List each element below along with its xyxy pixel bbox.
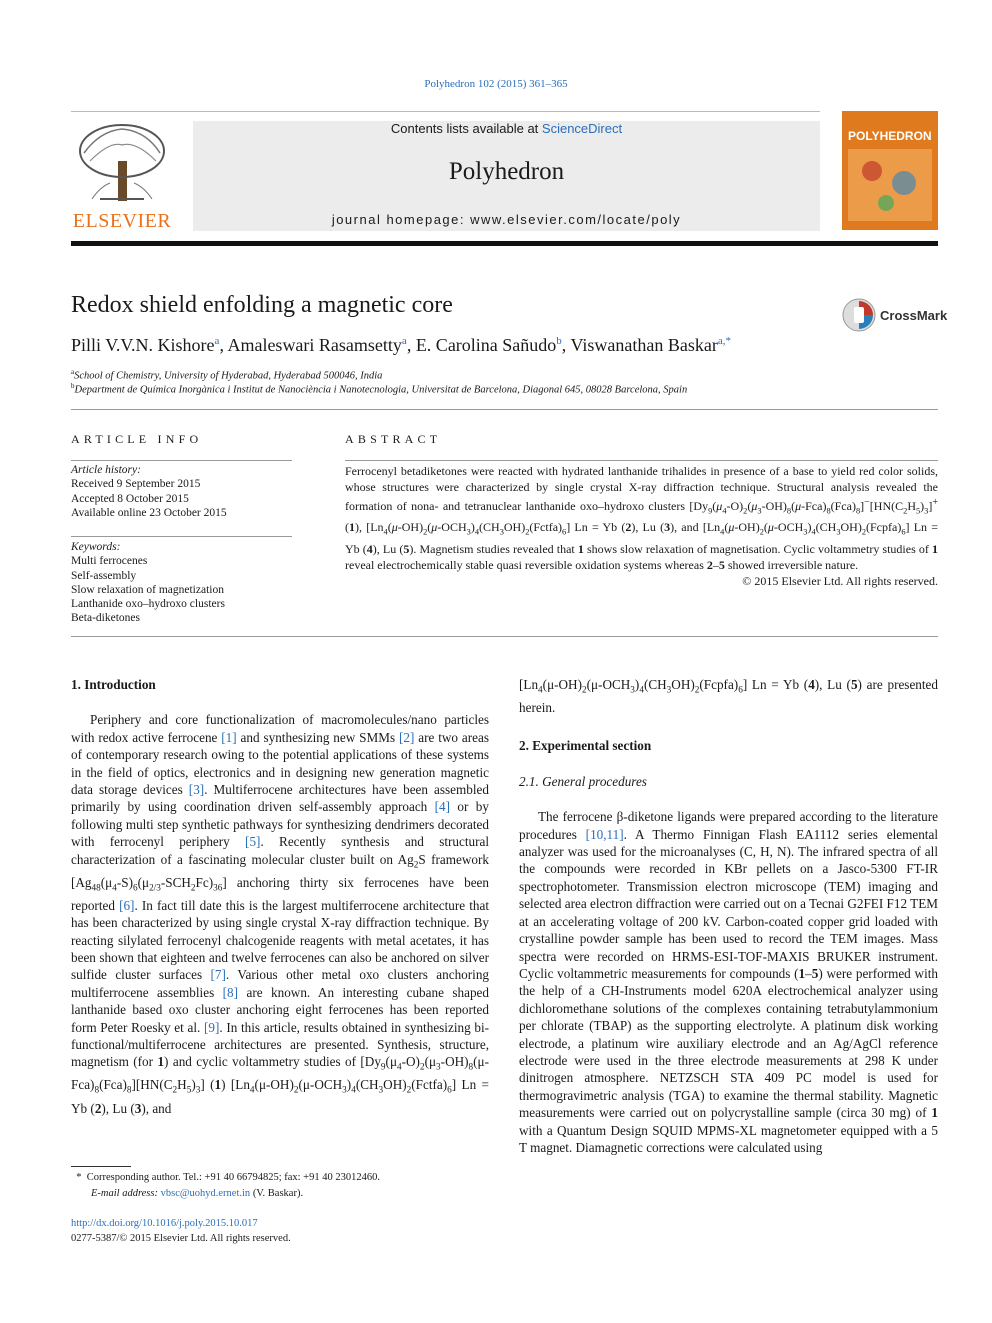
paper-title: Redox shield enfolding a magnetic core <box>71 292 453 318</box>
divider <box>345 460 938 461</box>
author-name[interactable]: Viswanathan Baskar <box>570 335 718 355</box>
article-info-heading: ARTICLE INFO <box>71 432 203 446</box>
elsevier-wordmark: ELSEVIER <box>72 210 172 232</box>
journal-header-box <box>193 121 820 231</box>
history-label: Article history: <box>71 464 141 476</box>
history-item: Available online 23 October 2015 <box>71 506 227 519</box>
crossmark-badge[interactable] <box>842 298 948 334</box>
section-heading: 1. Introduction <box>71 677 156 692</box>
citation-link[interactable]: [7] <box>210 967 226 983</box>
citation-link[interactable]: [1] <box>221 729 237 745</box>
divider <box>71 536 292 537</box>
doi-link[interactable]: http://dx.doi.org/10.1016/j.poly.2015.10.017 <box>71 1218 258 1229</box>
keyword: Multi ferrocenes <box>71 555 148 568</box>
citation-link[interactable]: [9] <box>203 1019 220 1035</box>
contents-prefix: Contents lists available at <box>390 121 542 136</box>
footnote <box>71 1170 380 1202</box>
author-name[interactable]: Amaleswari Rasamsetty <box>227 335 402 355</box>
journal-reference-link[interactable]: Polyhedron 102 (2015) 361–365 <box>424 78 568 90</box>
citation-link[interactable]: [5] <box>245 834 261 850</box>
issn-line: 0277-5387/© 2015 Elsevier Ltd. All rights reserved. <box>71 1233 291 1244</box>
history-item: Accepted 8 October 2015 <box>71 492 189 505</box>
author-list: Pilli V.V.N. Kishore$^a$, Amaleswari Rasamsetty$^a$, E. Carolina Sañudo$^b$, Viswanathan Baskar$^{a,*}$ <box>71 335 731 355</box>
keywords-label: Keywords: <box>71 541 121 553</box>
elsevier-logo <box>70 121 174 233</box>
cover-title: POLYHEDRON <box>848 129 932 143</box>
email-suffix: (V. Baskar). <box>252 1188 304 1199</box>
corresponding-text: Corresponding author. Tel.: +91 40 66794825; fax: +91 40 23012460. <box>86 1172 380 1183</box>
methods-paragraph: The ferrocene β-diketone ligands were prepared according to the literature procedures [10,11]. A Thermo Finnigan Flash EA1112 series elemental analyzer was used for the microanalyses (C, H, N). The infrared spectra of all the compounds were recorded in KBr pellets on a Jasco-5300 FT-IR spectrophotometer. Transmission electron microscope (TEM) imaging and selected area electron diffraction were carried out on a Tecnai G2FEI F12 TEM at an accelerating voltage of 200 kV. Carbon-coated copper grid loaded with crystalline powder sample has been used to record the TEM images. Mass spectra were recorded on HRMS-ESI-TOF-MAXIS BRUKER instrument. Cyclic voltammetric measurements for compounds (1–5) were performed with the help of a CH-Instruments model 620A electrochemical analyzer using dichloromethane solutions of the complexes containing tetrabutylammonium per chlorate (TBAP) as the supporting electrolyte. A platinum disk working electrode, a platinum wire auxiliary electrode and an Ag/AgCl reference electrode were used in the three electrode measurements at 298 K under dinitrogen atmosphere. NETZSCH STA 409 PC model is used for thermogravimetric analysis (TGA) to examine the thermal stability. Magnetic measurements were carried out on polycrystalline sample (circa 30 mg) of 1 with a Quantum Design SQUID MPMS-XL magnetometer equipped with a 5 T magnet. Diamagnetic corrections were calculated using <box>519 809 938 1155</box>
author-affiliation-mark[interactable]: a,* <box>717 335 731 347</box>
header-thick-rule <box>71 241 938 246</box>
abstract-body <box>345 463 938 589</box>
intro-paragraph-continued: $[Ln_4(\mu-OH)_2(\mu-OCH_3)_4(CH_3OH)_2(Fcpfa)_6] Ln = Yb$ (4), Lu (5) are presented herein. <box>519 677 938 716</box>
subsection-heading: 2.1. General procedures <box>519 773 647 789</box>
intro-paragraph: Periphery and core functionalization of macromolecules/nano particles with redox active ferrocene [1] and synthesizing new SMMs [2] are two areas of contemporary research owing to the potential applications of these systems in the field of optics, electronics and in designing new generation magnetic data storage devices [3]. Multiferrocene architectures have been assembled primarily by using coordination driven self-assembly approach [4] or by following multi step synthetic pathways for synthesizing dendrimers decorated with ferrocenyl periphery [5]. Recently synthesis and structural characterization of a fascinating molecular cluster built on $Ag_2S$ framework $[Ag_{48}(\mu_4-S)_6(\mu_{2/3}-SCH_2Fc)_{36}]$ anchoring thirty six ferrocenes have been reported [6]. In fact till date this is the largest multiferrocene architecture that has been characterized by using single crystal X-ray diffraction technique. By reacting silylated ferrocenyl chalcogenide reagents with metal acetates, it has been shown that eighteen and twelve ferrocenes can also be anchored on silver sulfide cluster surfaces [7]. Various other metal oxo clusters anchoring multiferrocene assemblies [8] are known. An interesting cubane shaped lanthanide based oxo cluster anchoring eight ferrocenes has been reported form Peter Roesky et al. [9]. In this article, results obtained in synthesizing bi-functional/multiferrocene architectures are presented. Synthesis, structure, magnetism (for 1) and cyclic voltammetry studies of $[Dy_9(\mu_4-O)_2(\mu_3-OH)_8(\mu-Fca)_8(Fca)_8][HN(C_2H_5)_3]$ (1) $[Ln_4(\mu-OH)_2(\mu-OCH_3)_4(CH_3OH)_2(Fctfa)_6] Ln = Yb$ (2), Lu (3), and <box>71 712 490 1116</box>
contents-line <box>193 121 820 136</box>
footnote-divider <box>71 1166 131 1167</box>
citation-link[interactable]: [4] <box>434 799 451 815</box>
section-heading: 2. Experimental section <box>519 738 652 754</box>
keywords <box>71 540 225 626</box>
citation-link[interactable]: [3] <box>188 782 205 798</box>
affiliation-text: School of Chemistry, University of Hyderabad, Hyderabad 500046, India <box>74 370 383 382</box>
header-divider <box>71 111 820 112</box>
body-column-left <box>71 676 489 1117</box>
keyword: Lanthanide oxo–hydroxo clusters <box>71 598 225 611</box>
author-affiliation-mark[interactable]: b <box>556 335 562 347</box>
author-affiliation-mark[interactable]: a <box>214 335 220 347</box>
crossmark-label: CrossMark <box>880 308 948 323</box>
author-name[interactable]: Pilli V.V.N. Kishore <box>71 335 215 355</box>
citation-link[interactable]: [6] <box>119 897 135 913</box>
divider <box>71 636 938 637</box>
journal-reference[interactable] <box>0 78 992 90</box>
journal-title: Polyhedron <box>448 158 565 185</box>
journal-homepage[interactable]: journal homepage: www.elsevier.com/locate/poly <box>331 212 682 227</box>
affiliation <box>71 382 687 396</box>
history-item: Received 9 September 2015 <box>71 478 201 491</box>
affiliation-label: a <box>71 368 75 376</box>
affiliation-label: b <box>71 382 75 390</box>
citation-link[interactable]: [8] <box>222 984 239 1000</box>
divider <box>71 409 938 410</box>
keyword: Beta-diketones <box>71 612 140 625</box>
author-affiliation-mark[interactable]: a <box>401 335 407 347</box>
email-line <box>71 1186 380 1202</box>
divider <box>71 460 292 461</box>
abstract-paragraph: Ferrocenyl betadiketones were reacted with hydrated lanthanide trihalides in presence of a base to yield red color solids, whose structures were characterized by single crystal X-ray diffraction technique. Structural analysis revealed the formation of nona- and tetranuclear lanthanide oxo–hydroxo clusters $[Dy_9(\mu_4-O)_2(\mu_3-OH)_8(\mu-Fca)_8(Fca)_8]^-[HN(C_2H_5)_3]^+$ (1), $[Ln_4(\mu-OH)_2(\mu-OCH_3)_4(CH_3OH)_2(Fctfa)_6] Ln = Yb$ (2), Lu (3), and $[Ln_4(\mu-OH)_2(\mu-OCH_3)_4(CH_3OH)_2(Fcpfa)_6] Ln = Yb$ (4), Lu (5). Magnetism studies revealed that 1 shows slow relaxation of magnetisation. Cyclic voltammetry studies of 1 reveal electrochemically stable quasi reversible oxidation systems whereas 2–5 showed irreversible nature. <box>345 464 939 572</box>
author-name[interactable]: E. Carolina Sañudo <box>415 335 557 355</box>
keyword: Slow relaxation of magnetization <box>71 583 224 596</box>
cover-artwork-icon <box>842 111 938 230</box>
affiliation-text: Department de Química Inorgànica i Institut de Nanociència i Nanotecnologia, Universitat de Barcelona, Diagonal 645, 08028 Barcelona, Spain <box>74 384 688 396</box>
citation-link[interactable]: [2] <box>398 729 415 745</box>
affiliation <box>71 368 382 382</box>
email-link[interactable]: vbsc@uohyd.ernet.in <box>160 1188 251 1199</box>
doi-block <box>71 1216 291 1246</box>
journal-cover <box>842 111 938 230</box>
body-column-right <box>519 676 938 1156</box>
abstract-copyright: © 2015 Elsevier Ltd. All rights reserved. <box>742 573 938 588</box>
corresponding-author-note: * Corresponding author. Tel.: +91 40 66794825; fax: +91 40 23012460. <box>71 1172 380 1183</box>
abstract-heading: ABSTRACT <box>345 432 442 446</box>
crossmark-icon <box>842 298 876 332</box>
citation-link[interactable]: [10,11] <box>585 826 624 842</box>
elsevier-tree-icon <box>70 121 174 209</box>
keyword: Self-assembly <box>71 569 137 582</box>
article-history <box>71 463 227 520</box>
email-label: E-mail address: <box>91 1188 158 1199</box>
sciencedirect-link[interactable]: ScienceDirect <box>541 121 623 136</box>
